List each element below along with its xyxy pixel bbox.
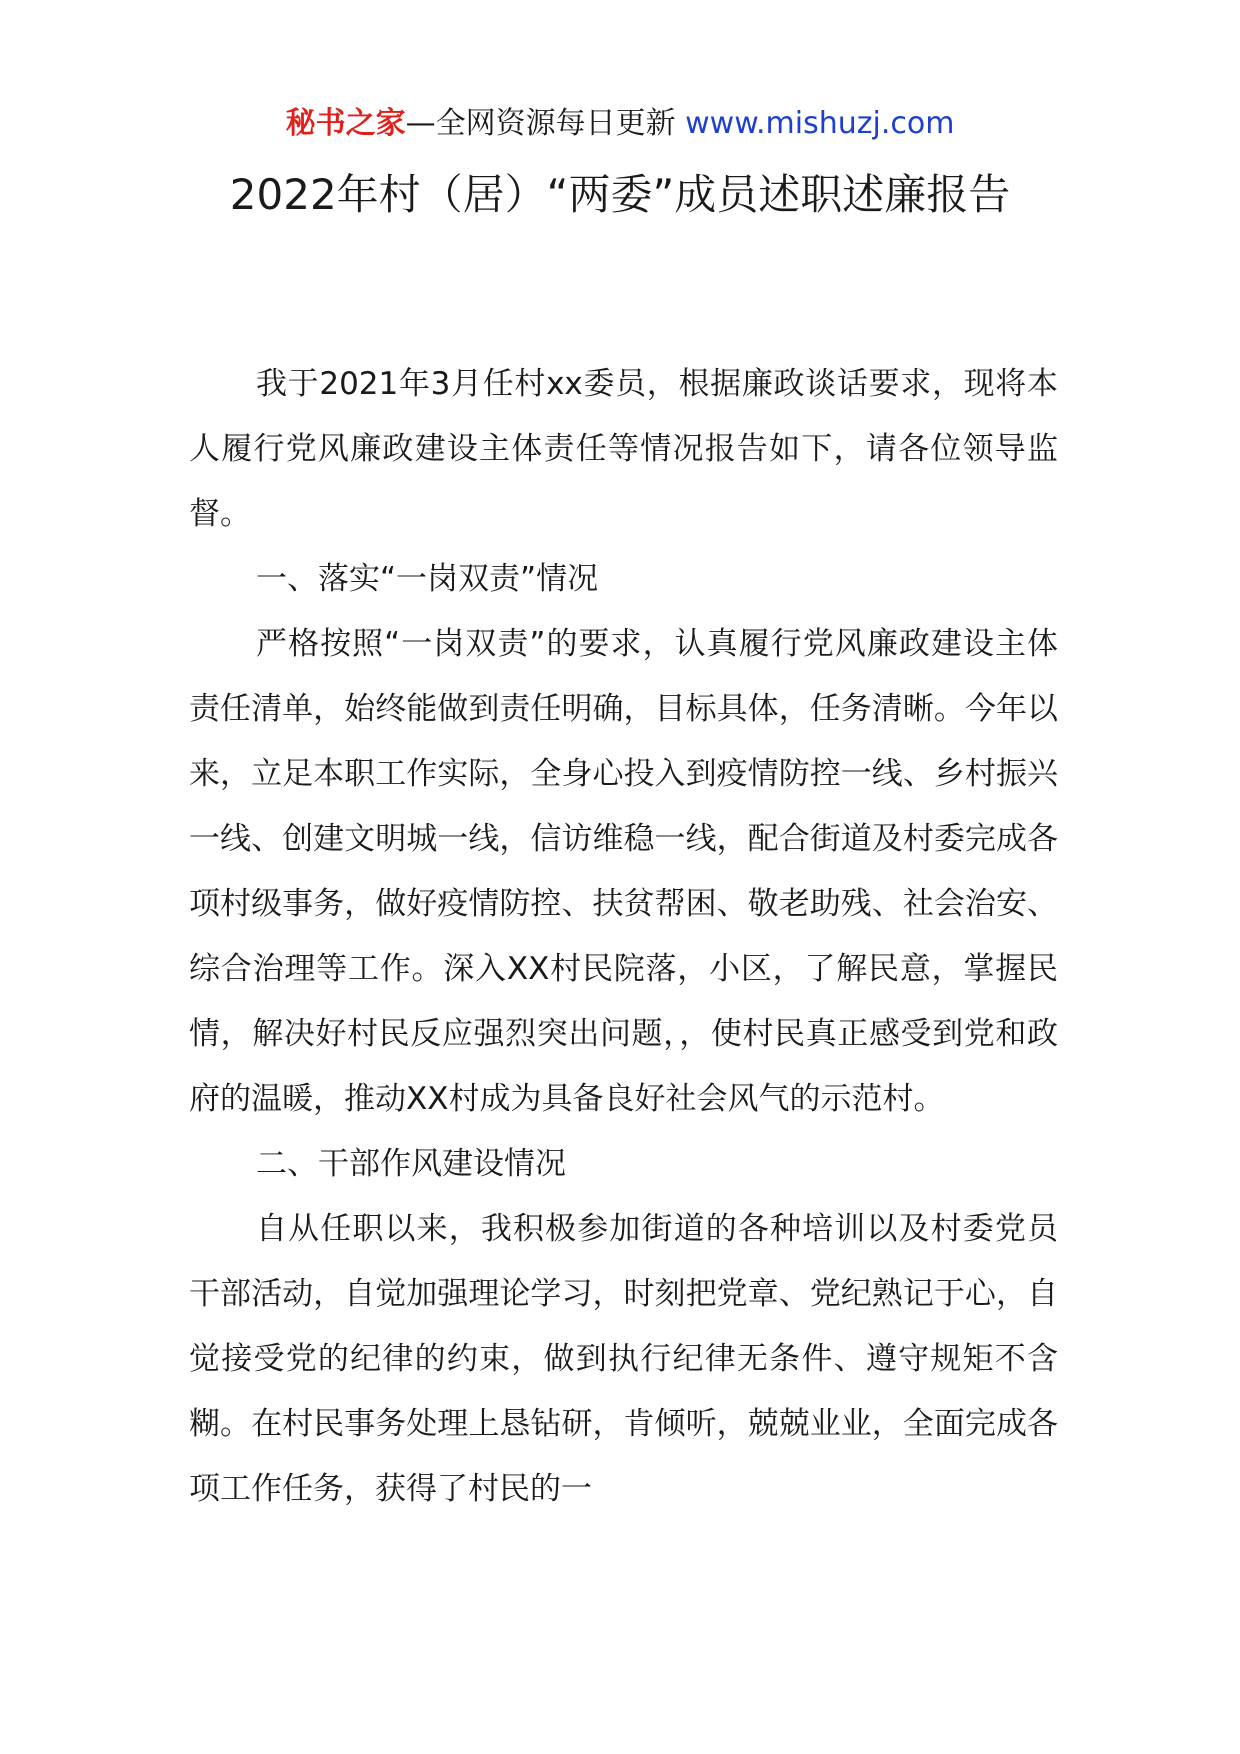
intro-paragraph: 我于2021年3月任村xx委员，根据廉政谈话要求，现将本人履行党风廉政建设主体责任等情况报告如下，请各位领导监督。 xyxy=(189,366,1058,532)
header-tagline: —全网资源每日更新 xyxy=(405,106,676,141)
section-heading-1: 一、落实“一岗双责”情况 xyxy=(256,561,599,597)
section-2-paragraph: 自从任职以来，我积极参加街道的各种培训以及村委党员干部活动，自觉加强理论学习，时刻把党章、党纪熟记于心，自觉接受党的纪律的约束，做到执行纪律无条件、遵守规矩不含糊。在村民事务处理上恳钻研，肯倾听，兢兢业业，全面完成各项工作任务，获得了村民的一 xyxy=(189,1211,1058,1507)
site-url: www.mishuzj.com xyxy=(685,106,955,141)
brand-name: 秘书之家 xyxy=(285,106,406,141)
document-title: 2022年村（居）“两委”成员述职述廉报告 xyxy=(229,170,1011,219)
section-heading-2: 二、干部作风建设情况 xyxy=(256,1146,566,1182)
document-body xyxy=(189,352,1058,1522)
section-1-paragraph: 严格按照“一岗双责”的要求，认真履行党风廉政建设主体责任清单，始终能做到责任明确，目标具体，任务清晰。今年以来，立足本职工作实际，全身心投入到疫情防控一线、乡村振兴一线、创建文明城一线，信访维稳一线，配合街道及村委完成各项村级事务，做好疫情防控、扶贫帮困、敬老助残、社会治安、综合治理等工作。深入XX村民院落，小区，了解民意，掌握民情，解决好村民反应强烈突出问题，，使村民真正感受到党和政府的温暖，推动XX村成为具备良好社会风气的示范村。 xyxy=(189,626,1058,1117)
site-header xyxy=(0,104,1240,144)
